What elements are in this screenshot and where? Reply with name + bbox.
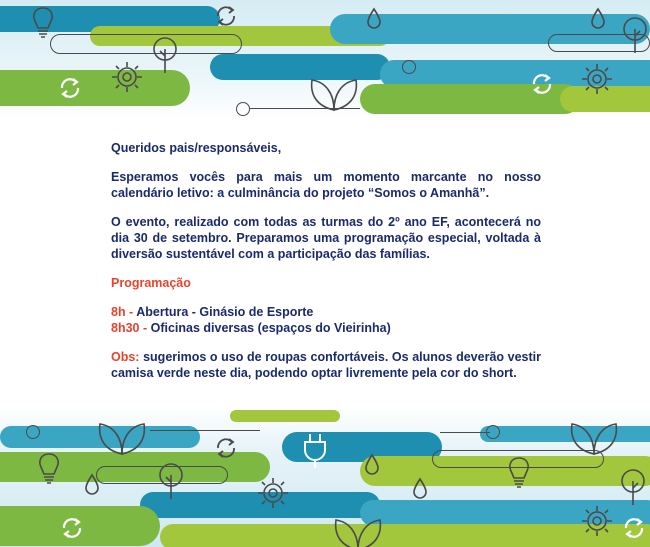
ring-decoration	[402, 60, 416, 74]
greeting: Queridos pais/responsáveis,	[111, 141, 282, 155]
recycle-icon	[56, 74, 84, 102]
tree-icon	[156, 462, 186, 500]
water-drop-icon	[84, 474, 100, 496]
ring-decoration	[486, 425, 500, 439]
schedule-time: 8h30 -	[111, 321, 151, 335]
schedule-activity: Oficinas diversas (espaços do Vieirinha)	[150, 321, 391, 335]
recycle-icon	[212, 2, 240, 30]
gear-icon	[256, 476, 290, 510]
top-decorative-band	[0, 0, 650, 120]
outline-stripe	[50, 34, 242, 54]
water-drop-icon	[590, 8, 606, 30]
tree-icon	[620, 16, 650, 54]
line-decoration	[150, 430, 260, 431]
tree-icon	[618, 468, 648, 506]
schedule-item	[111, 305, 313, 319]
recycle-icon	[212, 434, 240, 462]
note	[111, 349, 541, 381]
water-drop-icon	[364, 454, 380, 476]
leaf-icon	[94, 416, 150, 456]
paragraph-invitation: Esperamos vocês para mais um momento marcante no nosso calendário letivo: a culminância do projeto “Somos o Amanhã”.	[111, 170, 541, 200]
letter-body	[111, 140, 541, 394]
paragraph-event-details: O evento, realizado com todas as turmas do 2º ano EF, acontecerá no dia 30 de setembro. Preparamos uma programação especial, voltada à diversão sustentável com a participação das famílias.	[111, 215, 541, 261]
tree-icon	[150, 36, 180, 74]
leaf-icon	[566, 416, 622, 456]
schedule-activity: Abertura - Ginásio de Esporte	[136, 305, 314, 319]
ring-decoration	[26, 425, 40, 439]
program-heading: Programação	[111, 276, 191, 290]
plug-icon	[300, 432, 330, 468]
schedule-item	[111, 321, 391, 335]
lightbulb-icon	[36, 452, 62, 488]
blue-stripe	[210, 54, 390, 80]
green-stripe	[230, 410, 340, 422]
note-text: sugerimos o uso de roupas confortáveis. Os alunos deverão vestir camisa verde neste dia, podendo optar livremente pela cor do short.	[111, 350, 541, 380]
ring-decoration	[236, 102, 250, 116]
schedule-list	[111, 304, 541, 336]
lightbulb-icon	[30, 6, 56, 42]
blue-stripe	[480, 426, 650, 442]
water-drop-icon	[412, 478, 428, 500]
line-decoration	[440, 432, 490, 433]
gear-icon	[580, 504, 614, 538]
schedule-time: 8h -	[111, 305, 137, 319]
recycle-icon	[620, 514, 648, 542]
recycle-icon	[58, 514, 86, 542]
lightbulb-icon	[506, 456, 532, 492]
bottom-decorative-band	[0, 408, 650, 547]
gear-icon	[110, 60, 144, 94]
leaf-icon	[306, 72, 362, 112]
note-label: Obs:	[111, 350, 140, 364]
gear-icon	[580, 62, 614, 96]
green-stripe	[0, 70, 190, 106]
recycle-icon	[528, 70, 556, 98]
leaf-icon	[330, 512, 386, 547]
water-drop-icon	[366, 8, 382, 30]
green-stripe	[160, 524, 650, 547]
